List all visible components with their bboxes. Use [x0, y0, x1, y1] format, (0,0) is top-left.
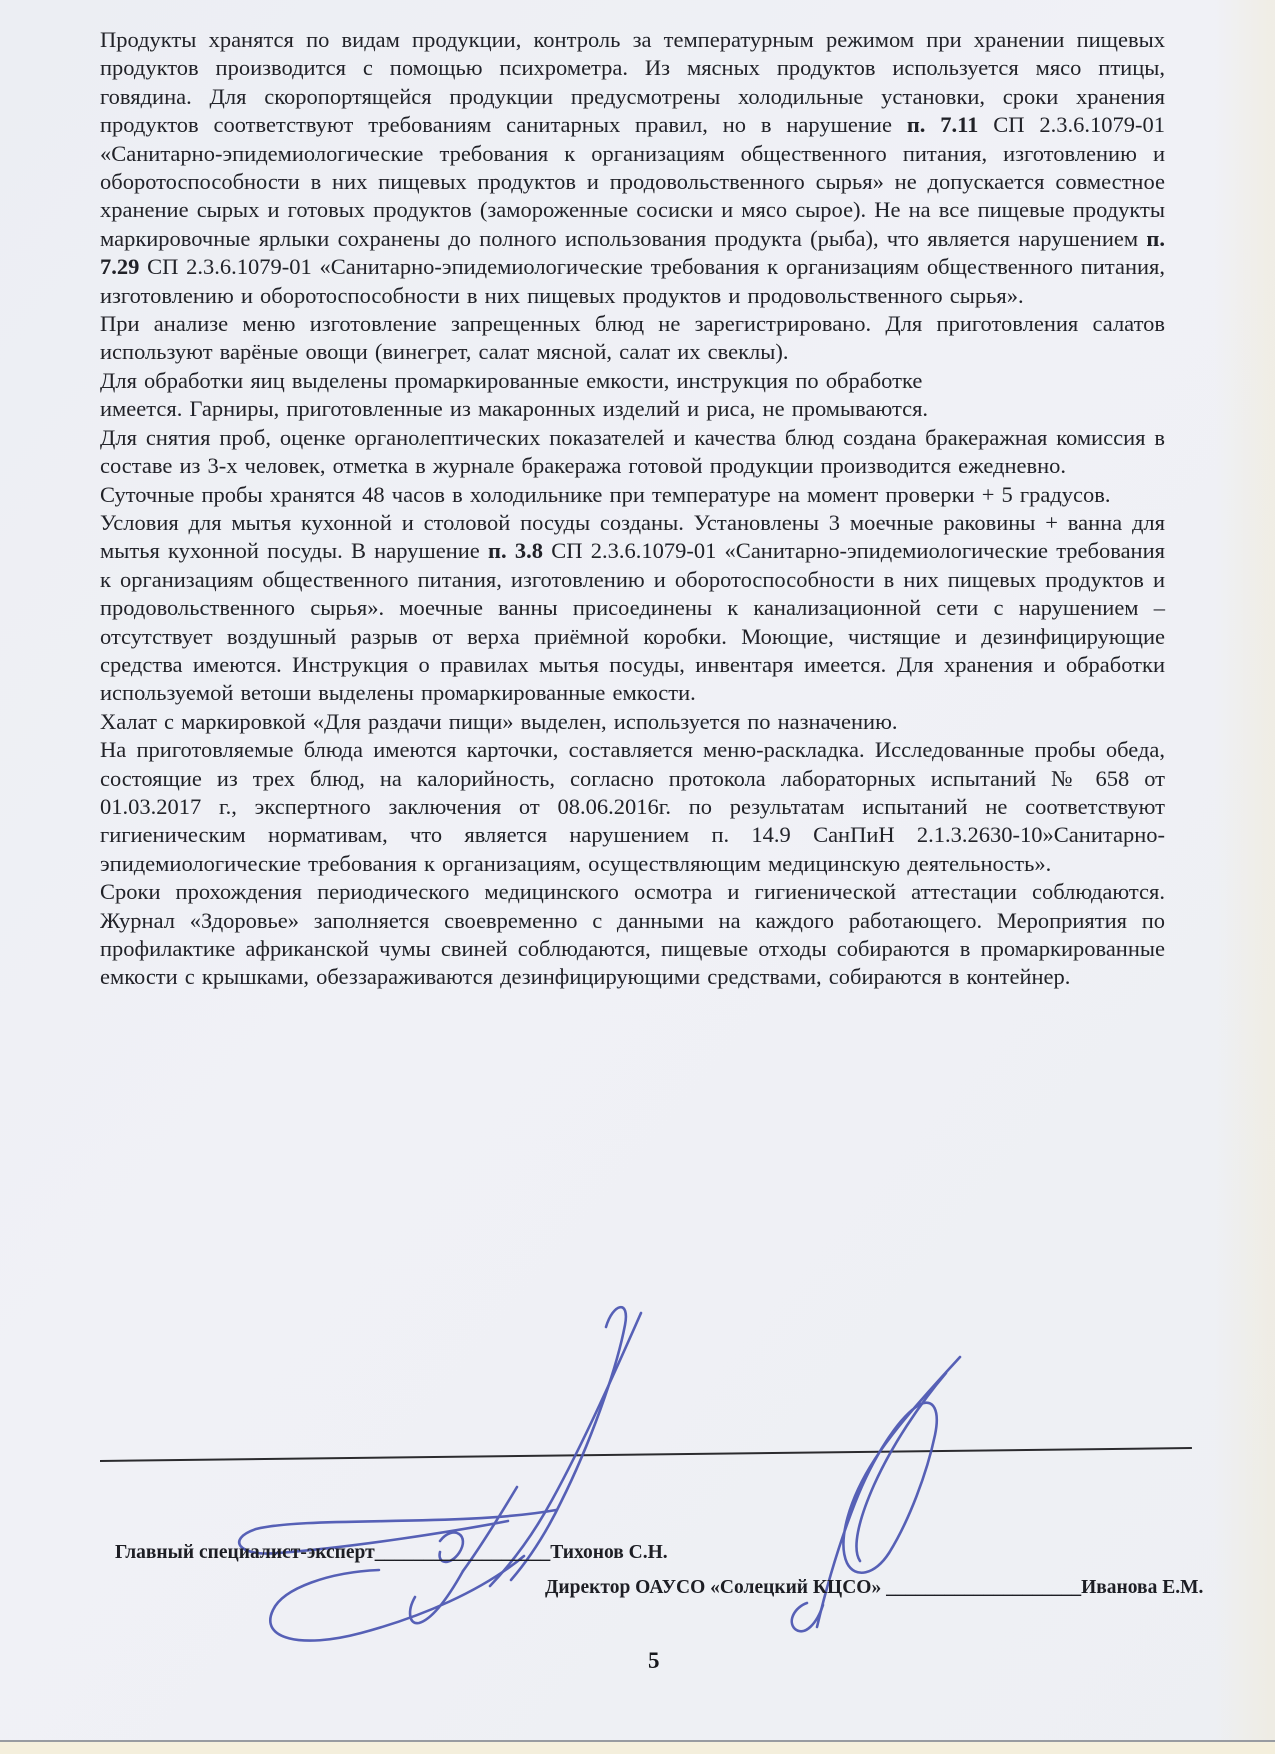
scan-bottom-edge-strip: [0, 1740, 1275, 1754]
text-run: СП 2.3.6.1079-01 «Санитарно-эпидемиологические требования к организациям общественного питания, изготовлению и оборотоспособности в них пищевых продуктов и продовольственного сырья». моечные ванны присоединены к канализационной сети с нарушением – отсутствует воздушный разрыв от верха приёмной коробки. Моющие, чистящие и дезинфицирующие средства имеются. Инструкция о правилах мытья посуды, инвентаря имеется. Для хранения и обработки используемой ветоши выделены промаркированные емкости.: [100, 538, 1165, 706]
body-paragraph: [100, 878, 1165, 992]
director-title-label: Директор ОАУСО «Солецкий КЦСО»: [545, 1577, 882, 1598]
violation-clause-ref: п. 3.8: [488, 538, 543, 564]
text-run: имеется. Гарниры, приготовленные из макаронных изделий и риса, не промываются.: [100, 396, 929, 422]
body-paragraph: [100, 424, 1165, 481]
text-run: На приготовляемые блюда имеются карточки, составляется меню-раскладка. Исследованные пробы обеда, состоящие из трех блюд, на калорийность, согласно протокола лабораторных испытаний № 658 от 01.03.2017 г., экспертного заключения от 08.06.2016г. по результатам испытаний не соответствуют гигиеническим нормативам, что является нарушением п. 14.9 СанПиН 2.1.3.2630-10»Санитарно-эпидемиологические требования к организациям, осуществляющим медицинскую деятельность».: [100, 737, 1165, 876]
text-run: СП 2.3.6.1079-01 «Санитарно-эпидемиологические требования к организациям общественного питания, изготовлению и оборотоспособности в них пищевых продуктов и продовольственного сырья».: [100, 254, 1165, 308]
text-run: Сроки прохождения периодического медицинского осмотра и гигиенической аттестации соблюдаются. Журнал «Здоровье» заполняется своевременно с данными на каждого работающего. Мероприятия по профилактике африканской чумы свиней соблюдаются, пищевые отходы собираются в промаркированные емкости с крышками, обеззараживаются дезинфицирующими средствами, собираются в контейнер.: [100, 879, 1165, 990]
text-run: При анализе меню изготовление запрещенных блюд не зарегистрировано. Для приготовления салатов используют варёные овощи (винегрет, салат мясной, салат их свеклы).: [100, 311, 1165, 365]
body-paragraph: [100, 481, 1165, 509]
director-signature-row: [545, 1576, 1203, 1599]
scan-right-edge-shade: [1215, 0, 1275, 1754]
body-paragraph: [100, 509, 1165, 708]
body-paragraph: [100, 310, 1165, 367]
violation-clause-ref: п. 7.29: [100, 225, 1165, 280]
expert-name: Тихонов С.Н.: [550, 1542, 668, 1563]
expert-title-label: Главный специалист-эксперт: [115, 1542, 375, 1563]
expert-signature-line: __________________: [374, 1542, 551, 1563]
text-run: Халат с маркировкой «Для раздачи пищи» выделен, используется по назначению.: [100, 708, 898, 734]
body-paragraph: [100, 736, 1165, 878]
report-body: [100, 26, 1165, 992]
text-run: Продукты хранятся по видам продукции, контроль за температурным режимом при хранении пищевых продуктов производится с помощью психрометра. Из мясных продуктов используется мясо птицы, говядина. Для скоропортящейся продукции предусмотрены холодильные установки, сроки хранения продуктов соответствуют требованиям санитарных правил, но в нарушение: [100, 27, 1165, 138]
text-run: Для обработки яиц выделены промаркированные емкости, инструкция по обработке: [100, 367, 923, 393]
text-run: Для снятия проб, оценке органолептических показателей и качества блюд создана бракеражная комиссия в составе из 3-х человек, отметка в журнале бракеража готовой продукции производится ежедневно.: [100, 424, 1165, 479]
signature-divider-line: [100, 1447, 1192, 1462]
text-run: Условия для мытья кухонной и столовой посуды созданы. Установлены 3 моечные раковины + ванна для мытья кухонной посуды. В нарушение: [100, 509, 1165, 564]
body-paragraph: [100, 367, 1165, 395]
body-paragraph: [100, 708, 1165, 736]
body-paragraph: [100, 395, 1165, 423]
text-run: СП 2.3.6.1079-01 «Санитарно-эпидемиологические требования к организациям общественного питания, изготовлению и оборотоспособности в них пищевых продуктов и продовольственного сырья» не допускается совместное хранение сырых и готовых продуктов (замороженные сосиски и мясо сырое). Не на все пищевые продукты маркировочные ярлыки сохранены до полного использования продукта (рыба), что является нарушением: [100, 112, 1165, 251]
director-signature-line: ____________________: [881, 1577, 1082, 1598]
page-number: 5: [648, 1648, 660, 1673]
violation-clause-ref: п. 7.11: [906, 112, 979, 138]
text-run: Суточные пробы хранятся 48 часов в холодильнике при температуре на момент проверки + 5 градусов.: [100, 481, 1111, 507]
body-paragraph: [100, 26, 1165, 310]
expert-signature-row: [115, 1541, 668, 1564]
director-name: Иванова Е.М.: [1081, 1577, 1204, 1598]
